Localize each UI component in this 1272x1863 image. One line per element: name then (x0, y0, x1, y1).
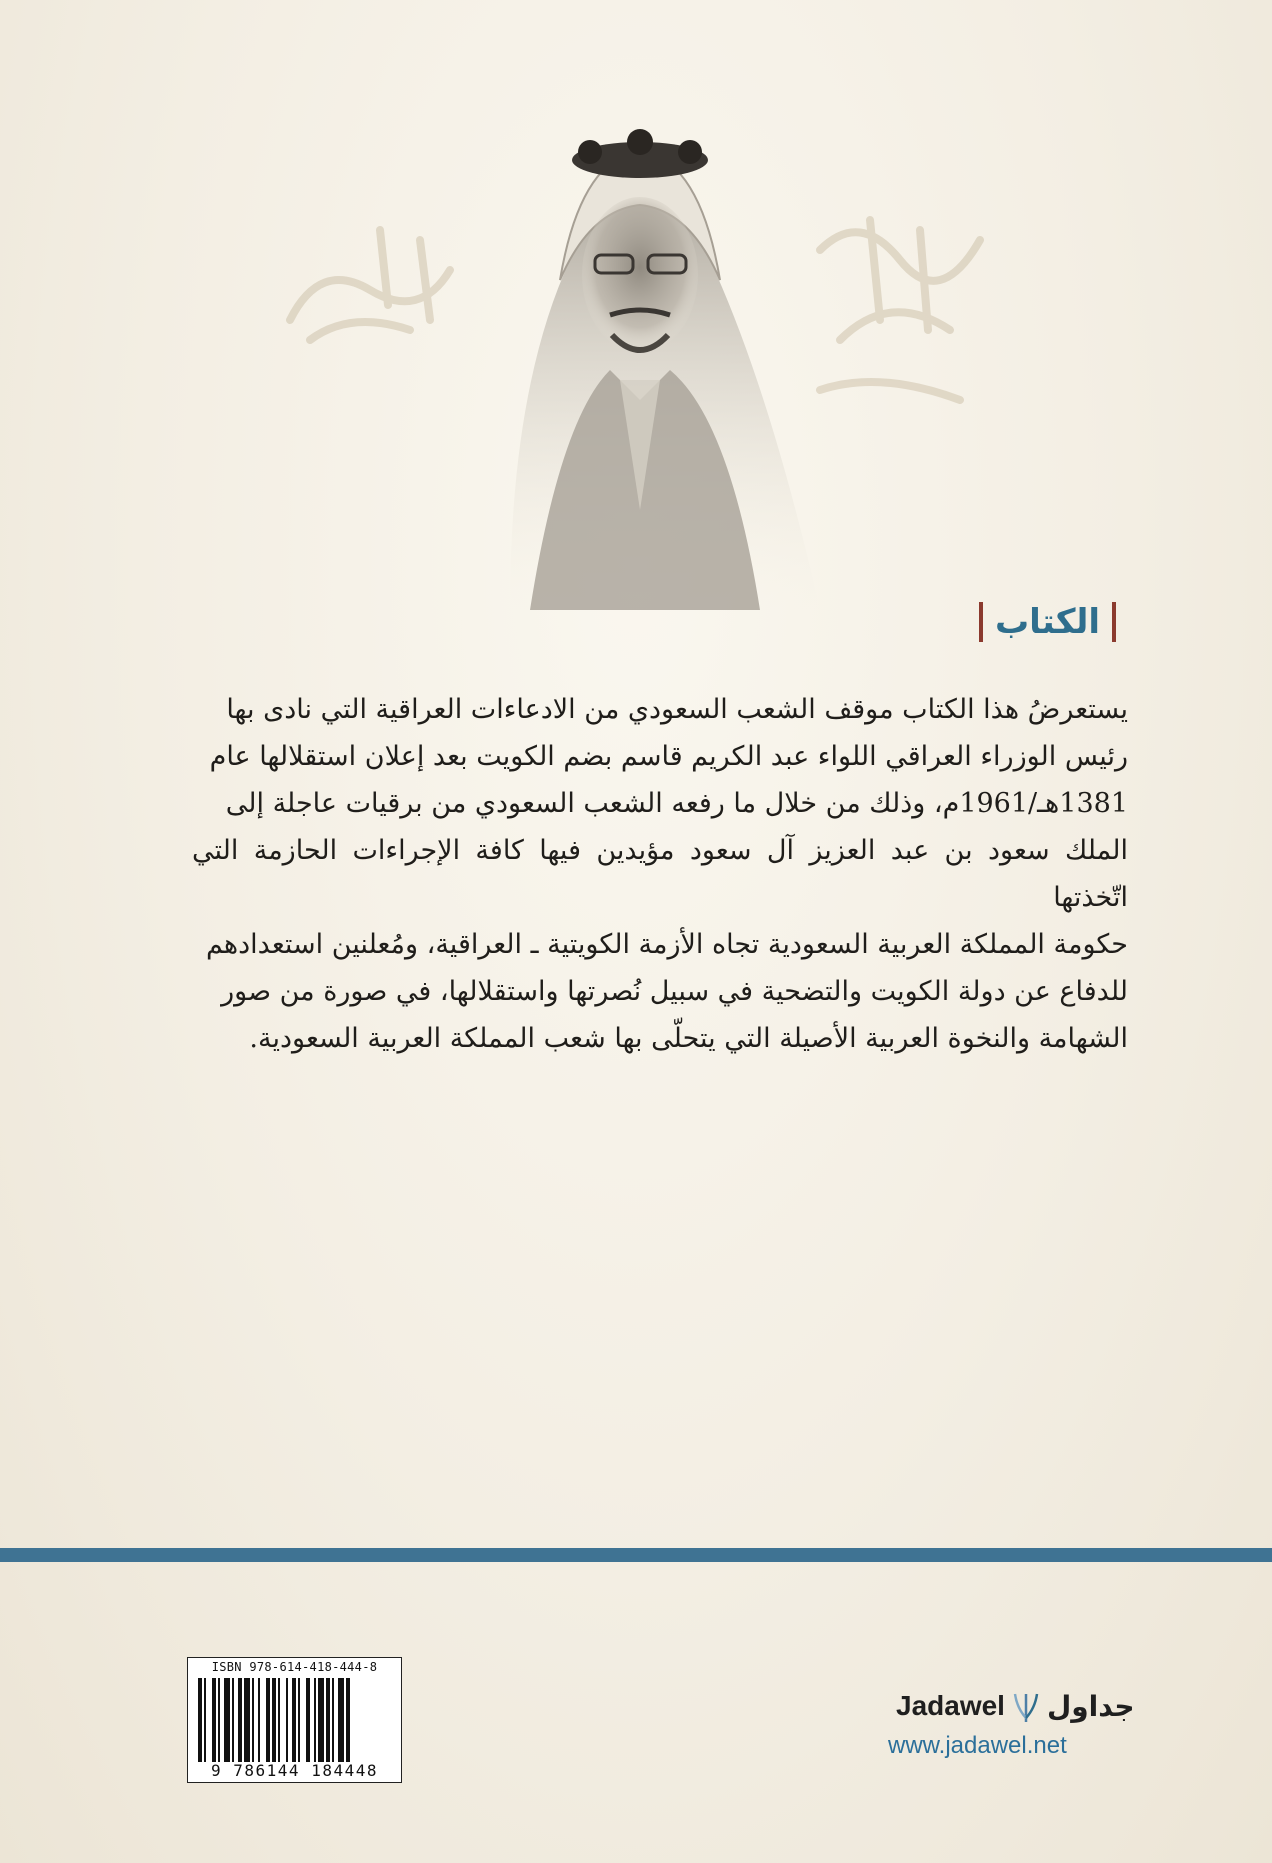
barcode-bar (258, 1678, 260, 1762)
barcode-bar (286, 1678, 288, 1762)
barcode-bar (306, 1678, 310, 1762)
isbn-barcode (187, 1657, 402, 1783)
synopsis-line: للدفاع عن دولة الكويت والتضحية في سبيل نُصرتها واستقلالها، في صورة من صور (221, 976, 1128, 1007)
synopsis-line: 1381هـ/1961م، وذلك من خلال ما رفعه الشعب السعودي من برقيات عاجلة إلى (225, 788, 1128, 819)
calligraphy-emblem-right (820, 220, 980, 400)
horizontal-rule (0, 1548, 1272, 1562)
barcode-bar (298, 1678, 300, 1762)
barcode-bar (314, 1678, 316, 1762)
barcode-bar (266, 1678, 270, 1762)
wheat-stalk-icon (1011, 1688, 1041, 1724)
barcode-bar (272, 1678, 276, 1762)
publisher-name-latin: Jadawel (896, 1690, 1005, 1721)
portrait-illustration (260, 90, 1020, 610)
publisher-name-arabic: جداول (1046, 1689, 1135, 1723)
publisher-logo (888, 1688, 1138, 1778)
section-heading (967, 602, 1128, 642)
barcode-bar (212, 1678, 216, 1762)
heading-bar-right (1112, 602, 1116, 642)
barcode-bars (198, 1678, 392, 1762)
synopsis-line: يستعرضُ هذا الكتاب موقف الشعب السعودي من الادعاءات العراقية التي نادى بها (226, 694, 1128, 725)
section-heading-text: الكتاب (994, 602, 1100, 642)
synopsis-line: حكومة المملكة العربية السعودية تجاه الأزمة الكويتية ـ العراقية، ومُعلنين استعدادهم (205, 929, 1128, 960)
barcode-bar (278, 1678, 280, 1762)
barcode-bar (252, 1678, 254, 1762)
heading-bar-left (979, 602, 983, 642)
synopsis-line: الشهامة والنخوة العربية الأصيلة التي يتحلّى بها شعب المملكة العربية السعودية. (249, 1023, 1128, 1054)
barcode-bar (318, 1678, 324, 1762)
synopsis-line: الملك سعود بن عبد العزيز آل سعود مؤيدين فيها كافة الإجراءات الحازمة التي اتّخذتها (192, 835, 1128, 913)
isbn-label: ISBN 978-614-418-444-8 (211, 1660, 378, 1674)
barcode-bar (238, 1678, 242, 1762)
barcode-bar (224, 1678, 230, 1762)
barcode-bar (346, 1678, 350, 1762)
barcode-bar (232, 1678, 234, 1762)
barcode-bar (338, 1678, 344, 1762)
barcode-bar (204, 1678, 206, 1762)
publisher-url: www.jadawel.net (888, 1732, 1067, 1759)
barcode-bar (332, 1678, 334, 1762)
barcode-bar (218, 1678, 220, 1762)
barcode-bar (198, 1678, 202, 1762)
barcode-bar (292, 1678, 296, 1762)
barcode-bar (326, 1678, 330, 1762)
synopsis-paragraph (192, 686, 1128, 1062)
isbn-digits: 9 786144 184448 (211, 1761, 378, 1780)
synopsis-line: رئيس الوزراء العراقي اللواء عبد الكريم قاسم بضم الكويت بعد إعلان استقلالها عام (209, 741, 1128, 772)
barcode-bar (244, 1678, 250, 1762)
calligraphy-emblem-left (290, 230, 450, 340)
